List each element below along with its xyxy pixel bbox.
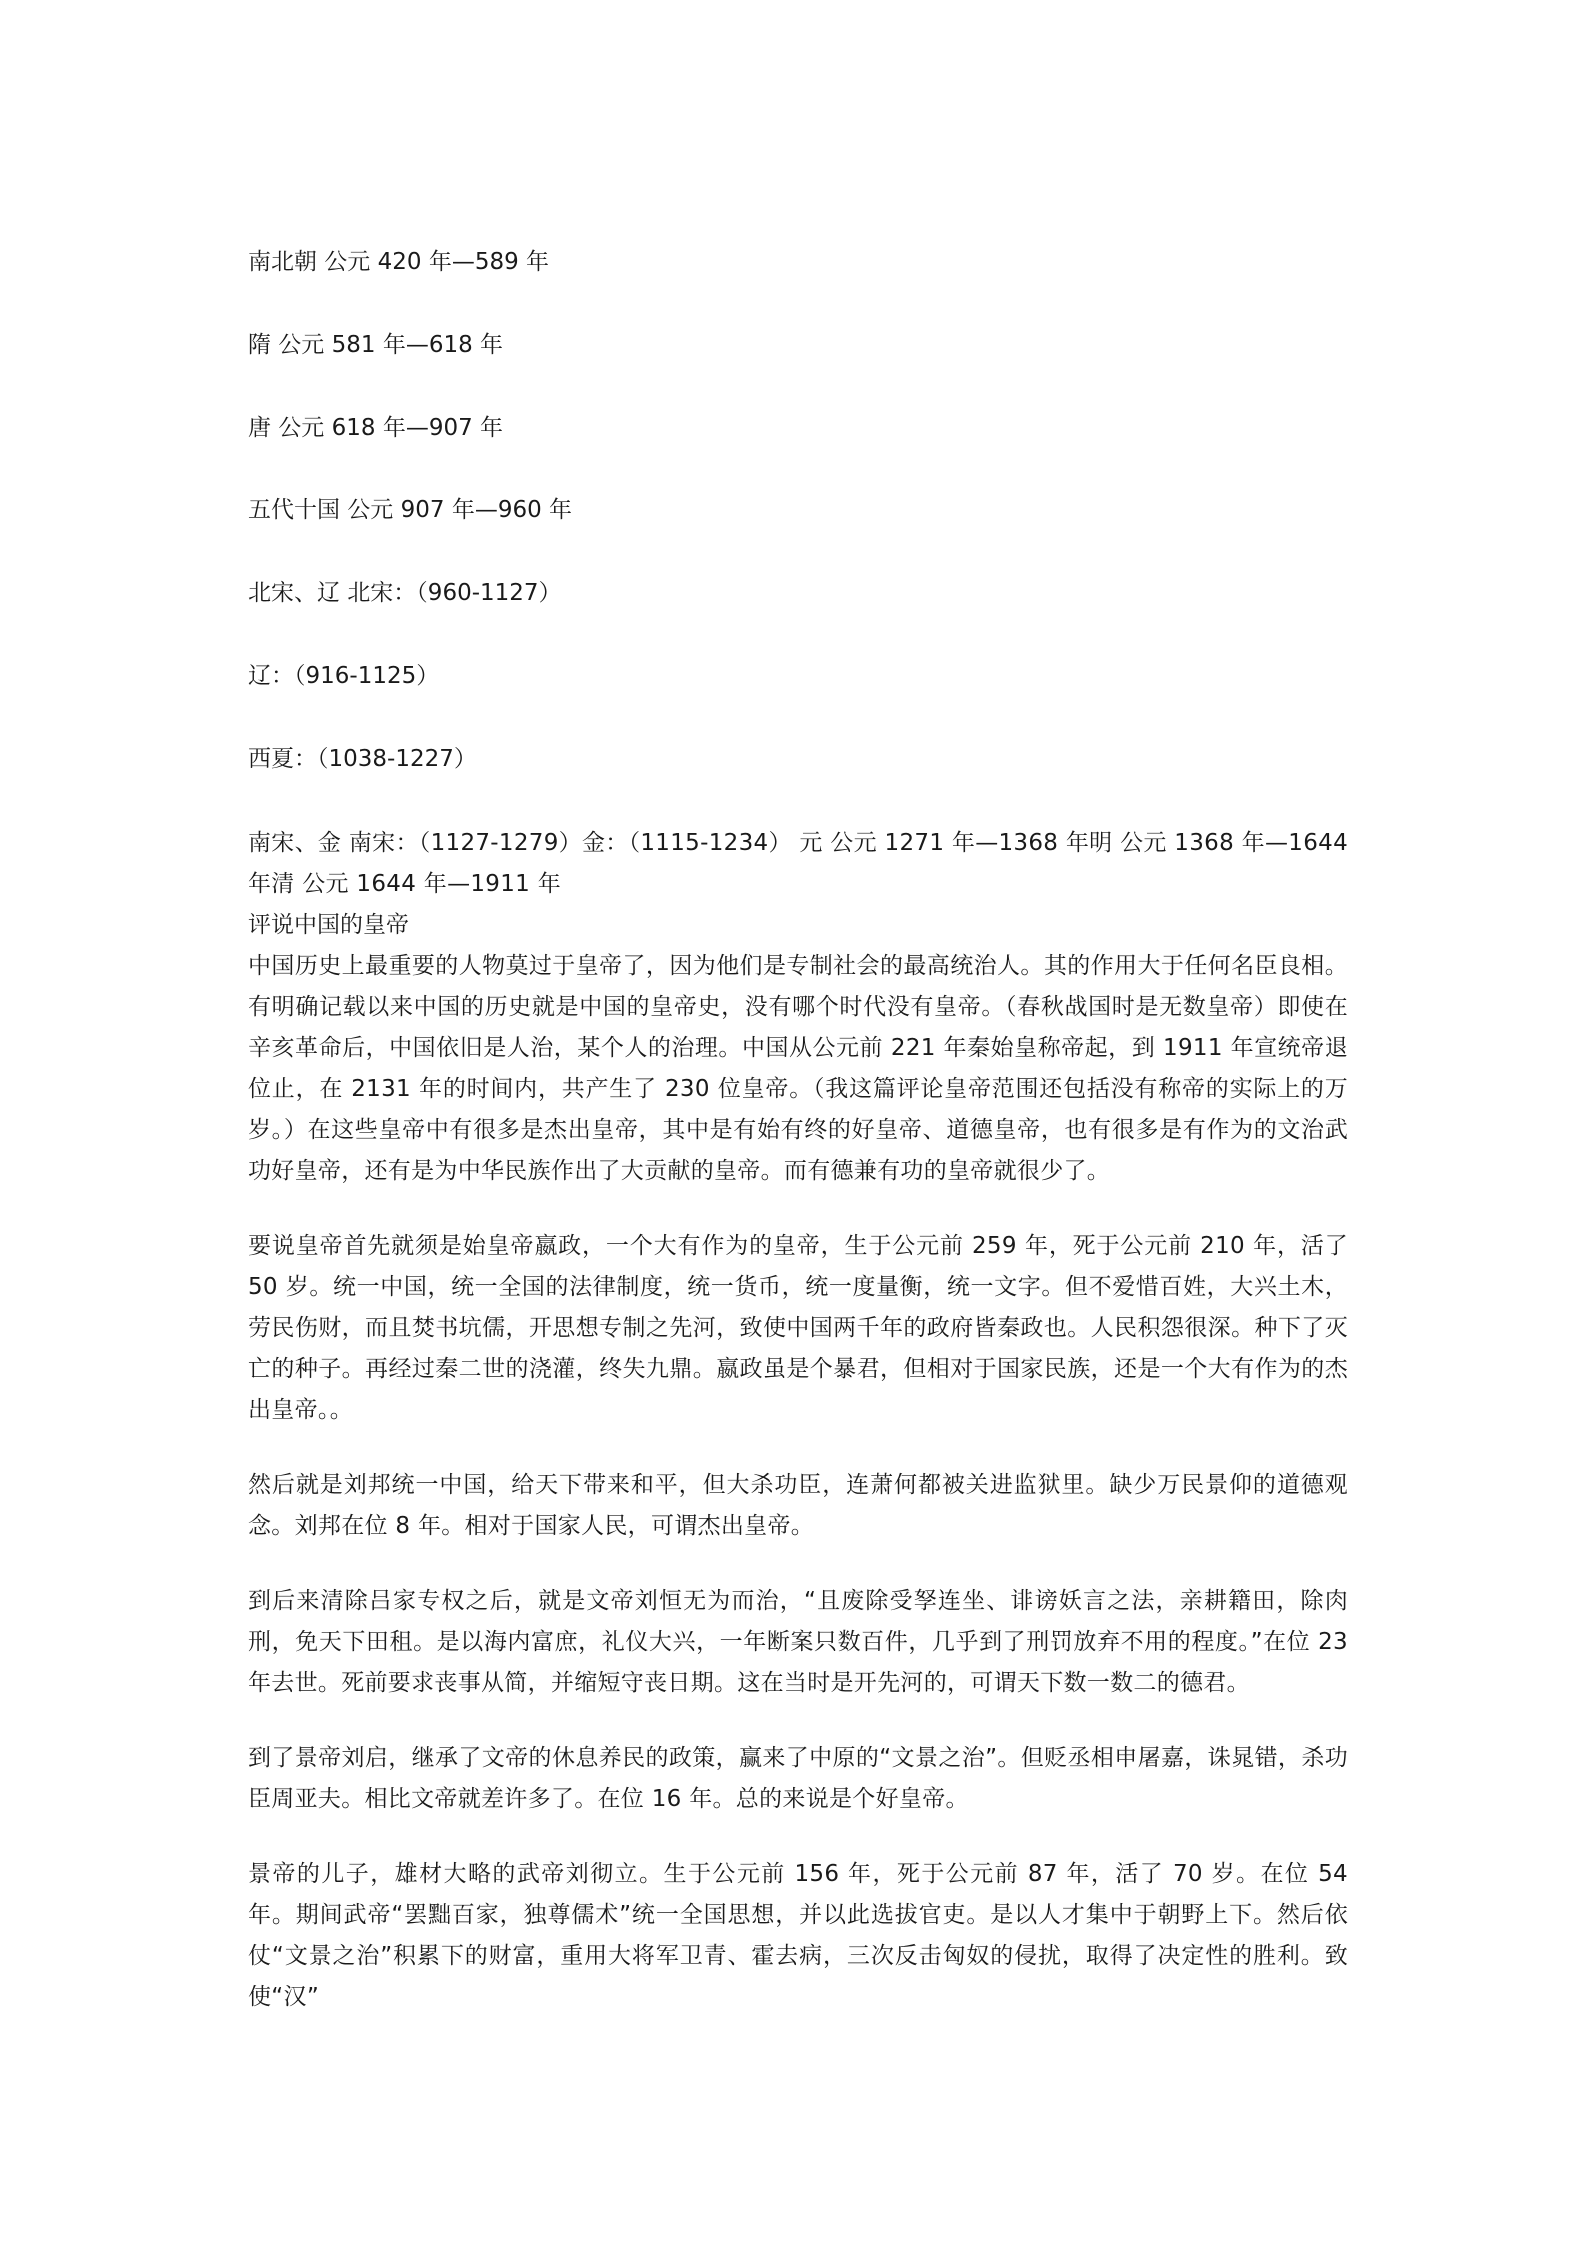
paragraph-wen-di: 到后来清除吕家专权之后，就是文帝刘恒无为而治，“且废除受孥连坐、诽谤妖言之法，亲耕籍田，除肉刑，免天下田租。是以海内富庶，礼仪大兴，一年断案只数百件，几乎到了刑罚放弃不用的程度。”在位 23 年去世。死前要求丧事从简，并缩短守丧日期。这在当时是开先河的，可谓天下数一数二的德君。 [248,1588,1348,1696]
section-title: 评说中国的皇帝 [248,912,409,938]
paragraph-jing-di: 到了景帝刘启，继承了文帝的休息养民的政策，赢来了中原的“文景之治”。但贬丞相申屠嘉，诛晁错，杀功臣周亚夫。相比文帝就差许多了。在位 16 年。总的来说是个好皇帝。 [248,1745,1348,1812]
dynasty-line-tang: 唐 公元 618 年—907 年 [248,415,504,441]
paragraph-intro: 中国历史上最重要的人物莫过于皇帝了，因为他们是专制社会的最高统治人。其的作用大于任何名臣良相。有明确记载以来中国的历史就是中国的皇帝史，没有哪个时代没有皇帝。（春秋战国时是无数皇帝）即使在辛亥革命后，中国依旧是人治，某个人的治理。中国从公元前 221 年秦始皇称帝起，到 1911 年宣统帝退位止，在 2131 年的时间内，共产生了 230 位皇帝。（我这篇评论皇帝范围还包括没有称帝的实际上的万岁。）在这些皇帝中有很多是杰出皇帝，其中是有始有终的好皇帝、道德皇帝，也有很多是有作为的文治武功好皇帝，还有是为中华民族作出了大贡献的皇帝。而有德兼有功的皇帝就很少了。 [248,953,1348,1184]
dynasty-line-xixia: 西夏：（1038-1227） [248,746,477,772]
main-text-block [248,823,1348,2018]
dynasty-line-liao: 辽：（916-1125） [248,663,440,689]
dynasty-line-nansong-yuan-ming-qing: 南宋、金 南宋：（1127-1279）金：（1115-1234） 元 公元 1271 年—1368 年明 公元 1368 年—1644 年清 公元 1644 年—1911 年 [248,830,1348,897]
dynasty-line-sui: 隋 公元 581 年—618 年 [248,332,504,358]
dynasty-line-beisong: 北宋、辽 北宋：（960-1127） [248,580,562,606]
paragraph-qin-shihuang: 要说皇帝首先就须是始皇帝嬴政，一个大有作为的皇帝，生于公元前 259 年，死于公元前 210 年，活了 50 岁。统一中国，统一全国的法律制度，统一货币，统一度量衡，统一文字。但不爱惜百姓，大兴土木，劳民伤财，而且焚书坑儒，开思想专制之先河，致使中国两千年的政府皆秦政也。人民积怨很深。种下了灭亡的种子。再经过秦二世的浇灌，终失九鼎。嬴政虽是个暴君，但相对于国家民族，还是一个大有作为的杰出皇帝。。 [248,1233,1348,1423]
paragraph-wu-di: 景帝的儿子，雄材大略的武帝刘彻立。生于公元前 156 年，死于公元前 87 年，活了 70 岁。在位 54 年。期间武帝“罢黜百家，独尊儒术”统一全国思想，并以此选拔官吏。是以人才集中于朝野上下。然后依仗“文景之治”积累下的财富，重用大将军卫青、霍去病，三次反击匈奴的侵扰，取得了决定性的胜利。致使“汉” [248,1861,1348,2010]
dynasty-line-wudai: 五代十国 公元 907 年—960 年 [248,497,573,523]
dynasty-line-nanbeichao: 南北朝 公元 420 年—589 年 [248,249,550,275]
paragraph-liu-bang: 然后就是刘邦统一中国，给天下带来和平，但大杀功臣，连萧何都被关进监狱里。缺少万民景仰的道德观念。刘邦在位 8 年。相对于国家人民，可谓杰出皇帝。 [248,1472,1348,1539]
